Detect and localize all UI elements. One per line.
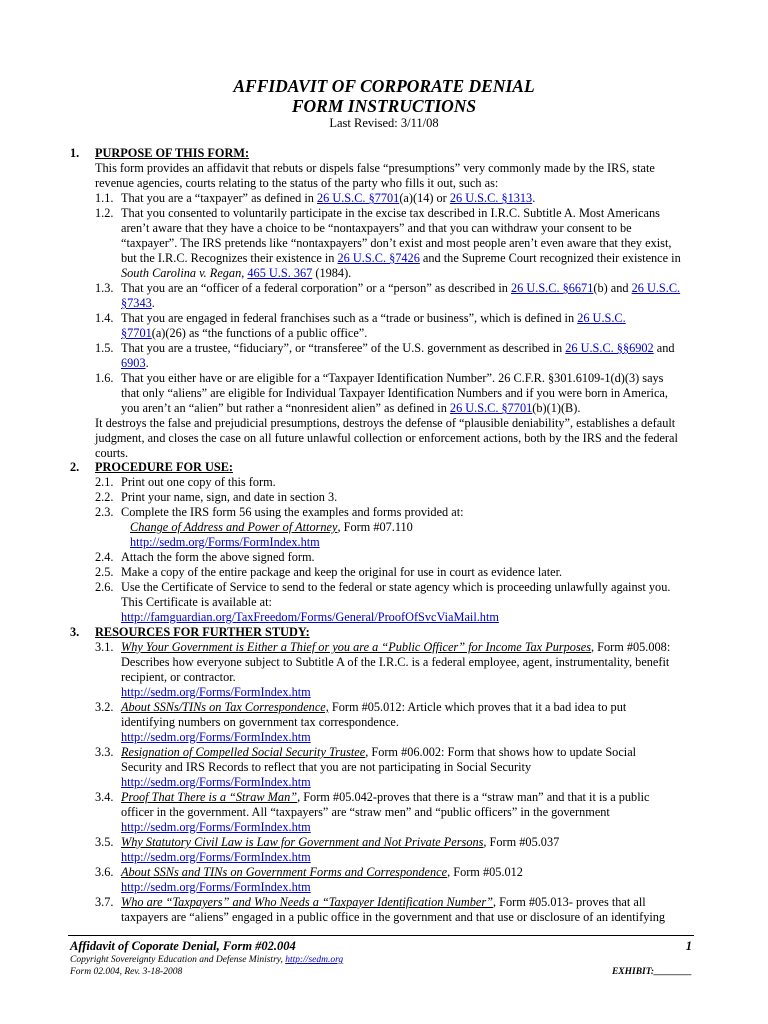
s1-outro-line2: judgment, and closes the case on all future unlawful collection or enforcement actions, both by the IRS and the federal [95,431,678,445]
item-3-1-number: 3.1. [95,640,114,654]
link-usc-7701-a26-part1[interactable]: 26 U.S.C. [577,311,626,325]
item-2-1-number: 2.1. [95,475,114,489]
item-1-1: That you are a “taxpayer” as defined in 26 U.S.C. §7701(a)(14) or 26 U.S.C. §1313. [121,191,536,205]
footer-exhibit: EXHIBIT:________ [611,967,692,977]
item-3-6-line1: About SSNs and TINs on Government Forms and Correspondence, Form #05.012 [121,865,523,879]
item-3-2-number: 3.2. [95,700,114,714]
section-2-number: 2. [70,460,80,474]
link-usc-1313[interactable]: 26 U.S.C. §1313 [449,191,533,205]
s1-intro-line1: This form provides an affidavit that rebuts or dispels false “presumptions” very commonly made by the IRS, state [95,161,655,175]
item-3-7-number: 3.7. [95,895,114,909]
item-2-3-number: 2.3. [95,505,114,519]
link-usc-7343-part2[interactable]: §7343 [121,296,152,310]
link-usc-7343-part1[interactable]: 26 U.S.C. [631,281,681,295]
s1-outro-line3: courts. [95,446,129,460]
section-1-number: 1. [70,146,80,160]
footer-title: Affidavit of Coporate Denial, Form #02.004 [70,939,296,953]
item-2-6-line1: Use the Certificate of Service to send to the federal or state agency which is proceeding unlawfully against you. [121,580,671,594]
item-1-6-line1: That you either have or are eligible for a “Taxpayer Identification Number”. 26 C.F.R. §301.6109-1(d)(3) says [121,371,664,385]
item-1-2-number: 1.2. [95,206,114,220]
item-1-4-line1: That you are engaged in federal franchises such as a “trade or business”, which is defined in 26 U.S.C. [121,311,626,325]
item-1-6-number: 1.6. [95,371,114,385]
section-3-heading: RESOURCES FOR FURTHER STUDY: [95,625,310,639]
item-1-2-line5: South Carolina v. Regan, 465 U.S. 367 (1984). [121,266,352,280]
link-3-5-formindex[interactable]: http://sedm.org/Forms/FormIndex.htm [121,850,311,864]
item-2-2: Print your name, sign, and date in section 3. [121,490,338,504]
link-usc-7701-b1b[interactable]: 26 U.S.C. §7701 [449,401,533,415]
item-3-6-number: 3.6. [95,865,114,879]
item-2-1: Print out one copy of this form. [121,475,276,489]
link-3-6-formindex[interactable]: http://sedm.org/Forms/FormIndex.htm [121,880,311,894]
section-1-heading: PURPOSE OF THIS FORM: [95,146,250,160]
s1-outro-line1: It destroys the false and prejudicial presumptions, destroys the defense of “plausible deniability”, establishes a default [95,416,676,430]
item-1-6-line3: you aren’t an “alien” but rather a “nonresident alien” as defined in 26 U.S.C. §7701(b)(1)(B). [121,401,581,415]
item-3-1-line1: Why Your Government is Either a Thief or you are a “Public Officer” for Income Tax Purposes, Form #05.008: [121,640,671,654]
item-3-2-line2: identifying numbers on government tax correspondence. [121,715,399,729]
item-2-3: Complete the IRS form 56 using the examples and forms provided at: [121,505,464,519]
link-3-4-formindex[interactable]: http://sedm.org/Forms/FormIndex.htm [121,820,311,834]
section-2-heading: PROCEDURE FOR USE: [95,460,234,474]
item-1-2-line3: “taxpayer”. The IRS pretends like “nontaxpayers” don’t exist and most people aren’t even aware that they exist, [121,236,672,250]
item-3-4-number: 3.4. [95,790,114,804]
item-1-6-line2: that only “aliens” are eligible for Individual Taxpayer Identification Numbers and if you were born in America, [121,386,668,400]
link-3-1-formindex[interactable]: http://sedm.org/Forms/FormIndex.htm [121,685,311,699]
item-3-5-line1: Why Statutory Civil Law is Law for Government and Not Private Persons, Form #05.037 [121,835,560,849]
item-1-3-line1: That you are an “officer of a federal corporation” or a “person” as described in 26 U.S.C. §6671(b) and 26 U.S.C. [121,281,681,295]
item-2-5: Make a copy of the entire package and keep the original for use in court as evidence later. [121,565,563,579]
item-1-2-line2: aren’t aware that they have a choice to be “nontaxpayers” and that you can withdraw your consent to be [121,221,632,235]
item-1-2-line4: but the I.R.C. Recognizes their existence in 26 U.S.C. §7426 and the Supreme Court recognized their existence in [121,251,681,265]
section-3-number: 3. [70,625,80,639]
item-3-5-number: 3.5. [95,835,114,849]
item-2-4: Attach the form the above signed form. [121,550,315,564]
doc-title-line2: FORM INSTRUCTIONS [291,96,477,116]
link-famguardian-proofofsvc[interactable]: http://famguardian.org/TaxFreedom/Forms/General/ProofOfSvcViaMail.htm [121,610,499,624]
item-3-3-number: 3.3. [95,745,114,759]
item-3-7-line2: taxpayers are “aliens” engaged in a public office in the government and that use or disclosure of an identifying [121,910,666,924]
link-usc-7701[interactable]: 26 U.S.C. §7701 [316,191,400,205]
item-2-4-number: 2.4. [95,550,114,564]
link-usc-6671[interactable]: 26 U.S.C. §6671 [511,281,594,295]
item-2-6-number: 2.6. [95,580,114,594]
doc-title-line1: AFFIDAVIT OF CORPORATE DENIAL [233,76,535,96]
item-1-3-number: 1.3. [95,281,114,295]
link-465-us-367[interactable]: 465 U.S. 367 [247,266,313,280]
item-2-5-number: 2.5. [95,565,114,579]
item-3-1-line2: Describes how everyone subject to Subtitle A of the I.R.C. is a federal employee, agent, instrumentality, benefit [121,655,670,669]
item-2-3-reference: Change of Address and Power of Attorney, Form #07.110 [130,520,413,534]
item-3-3-line1: Resignation of Compelled Social Security Trustee, Form #06.002: Form that shows how to update Social [121,745,637,759]
item-1-2-line1: That you consented to voluntarily participate in the excise tax described in I.R.C. Subtitle A. Most Americans [121,206,660,220]
link-usc-6902[interactable]: 26 U.S.C. §§6902 [565,341,654,355]
item-3-3-line2: Security and IRS Records to reflect that you are not participating in Social Security [121,760,532,774]
link-usc-7701-a26-part2[interactable]: §7701 [121,326,152,340]
link-usc-6903[interactable]: 6903 [121,356,146,370]
s1-intro-line2: revenue agencies, courts relating to the status of the party who fills it out, such as: [95,176,499,190]
item-3-2-line1: About SSNs/TINs on Tax Correspondence, Form #05.012: Article which proves that it a bad idea to put [121,700,627,714]
item-1-4-line2: §7701(a)(26) as “the functions of a public office”. [121,326,368,340]
item-1-4-number: 1.4. [95,311,114,325]
link-sedm-formindex[interactable]: http://sedm.org/Forms/FormIndex.htm [130,535,320,549]
footer-divider [68,935,694,936]
item-3-1-line3: recipient, or contractor. [121,670,236,684]
item-3-4-line2: officer in the government. All “taxpayers” are “straw men” and “public officers” in the government [121,805,610,819]
footer-sedm-link[interactable]: http://sedm.org [285,955,344,965]
item-2-2-number: 2.2. [95,490,114,504]
item-1-5-line1: That you are a trustee, “fiduciary”, or “transferee” of the U.S. government as described in 26 U.S.C. §§6902 and [121,341,675,355]
item-1-5-number: 1.5. [95,341,114,355]
footer-form-revision: Form 02.004, Rev. 3-18-2008 [70,967,183,977]
item-3-4-line1: Proof That There is a “Straw Man”, Form #05.042-proves that there is a “straw man” and that it is a public [121,790,650,804]
last-revised: Last Revised: 3/11/08 [329,116,439,130]
item-3-7-line1: Who are “Taxpayers” and Who Needs a “Taxpayer Identification Number”, Form #05.013- proves that all [121,895,646,909]
item-1-3-line2: §7343. [121,296,155,310]
item-2-6-line2: This Certificate is available at: [121,595,272,609]
link-3-2-formindex[interactable]: http://sedm.org/Forms/FormIndex.htm [121,730,311,744]
footer-copyright: Copyright Sovereignty Education and Defense Ministry, http://sedm.org [70,955,344,965]
item-1-1-number: 1.1. [95,191,114,205]
link-3-3-formindex[interactable]: http://sedm.org/Forms/FormIndex.htm [121,775,311,789]
item-1-5-line2: 6903. [121,356,149,370]
page-number: 1 [685,939,692,953]
link-usc-7426[interactable]: 26 U.S.C. §7426 [337,251,420,265]
